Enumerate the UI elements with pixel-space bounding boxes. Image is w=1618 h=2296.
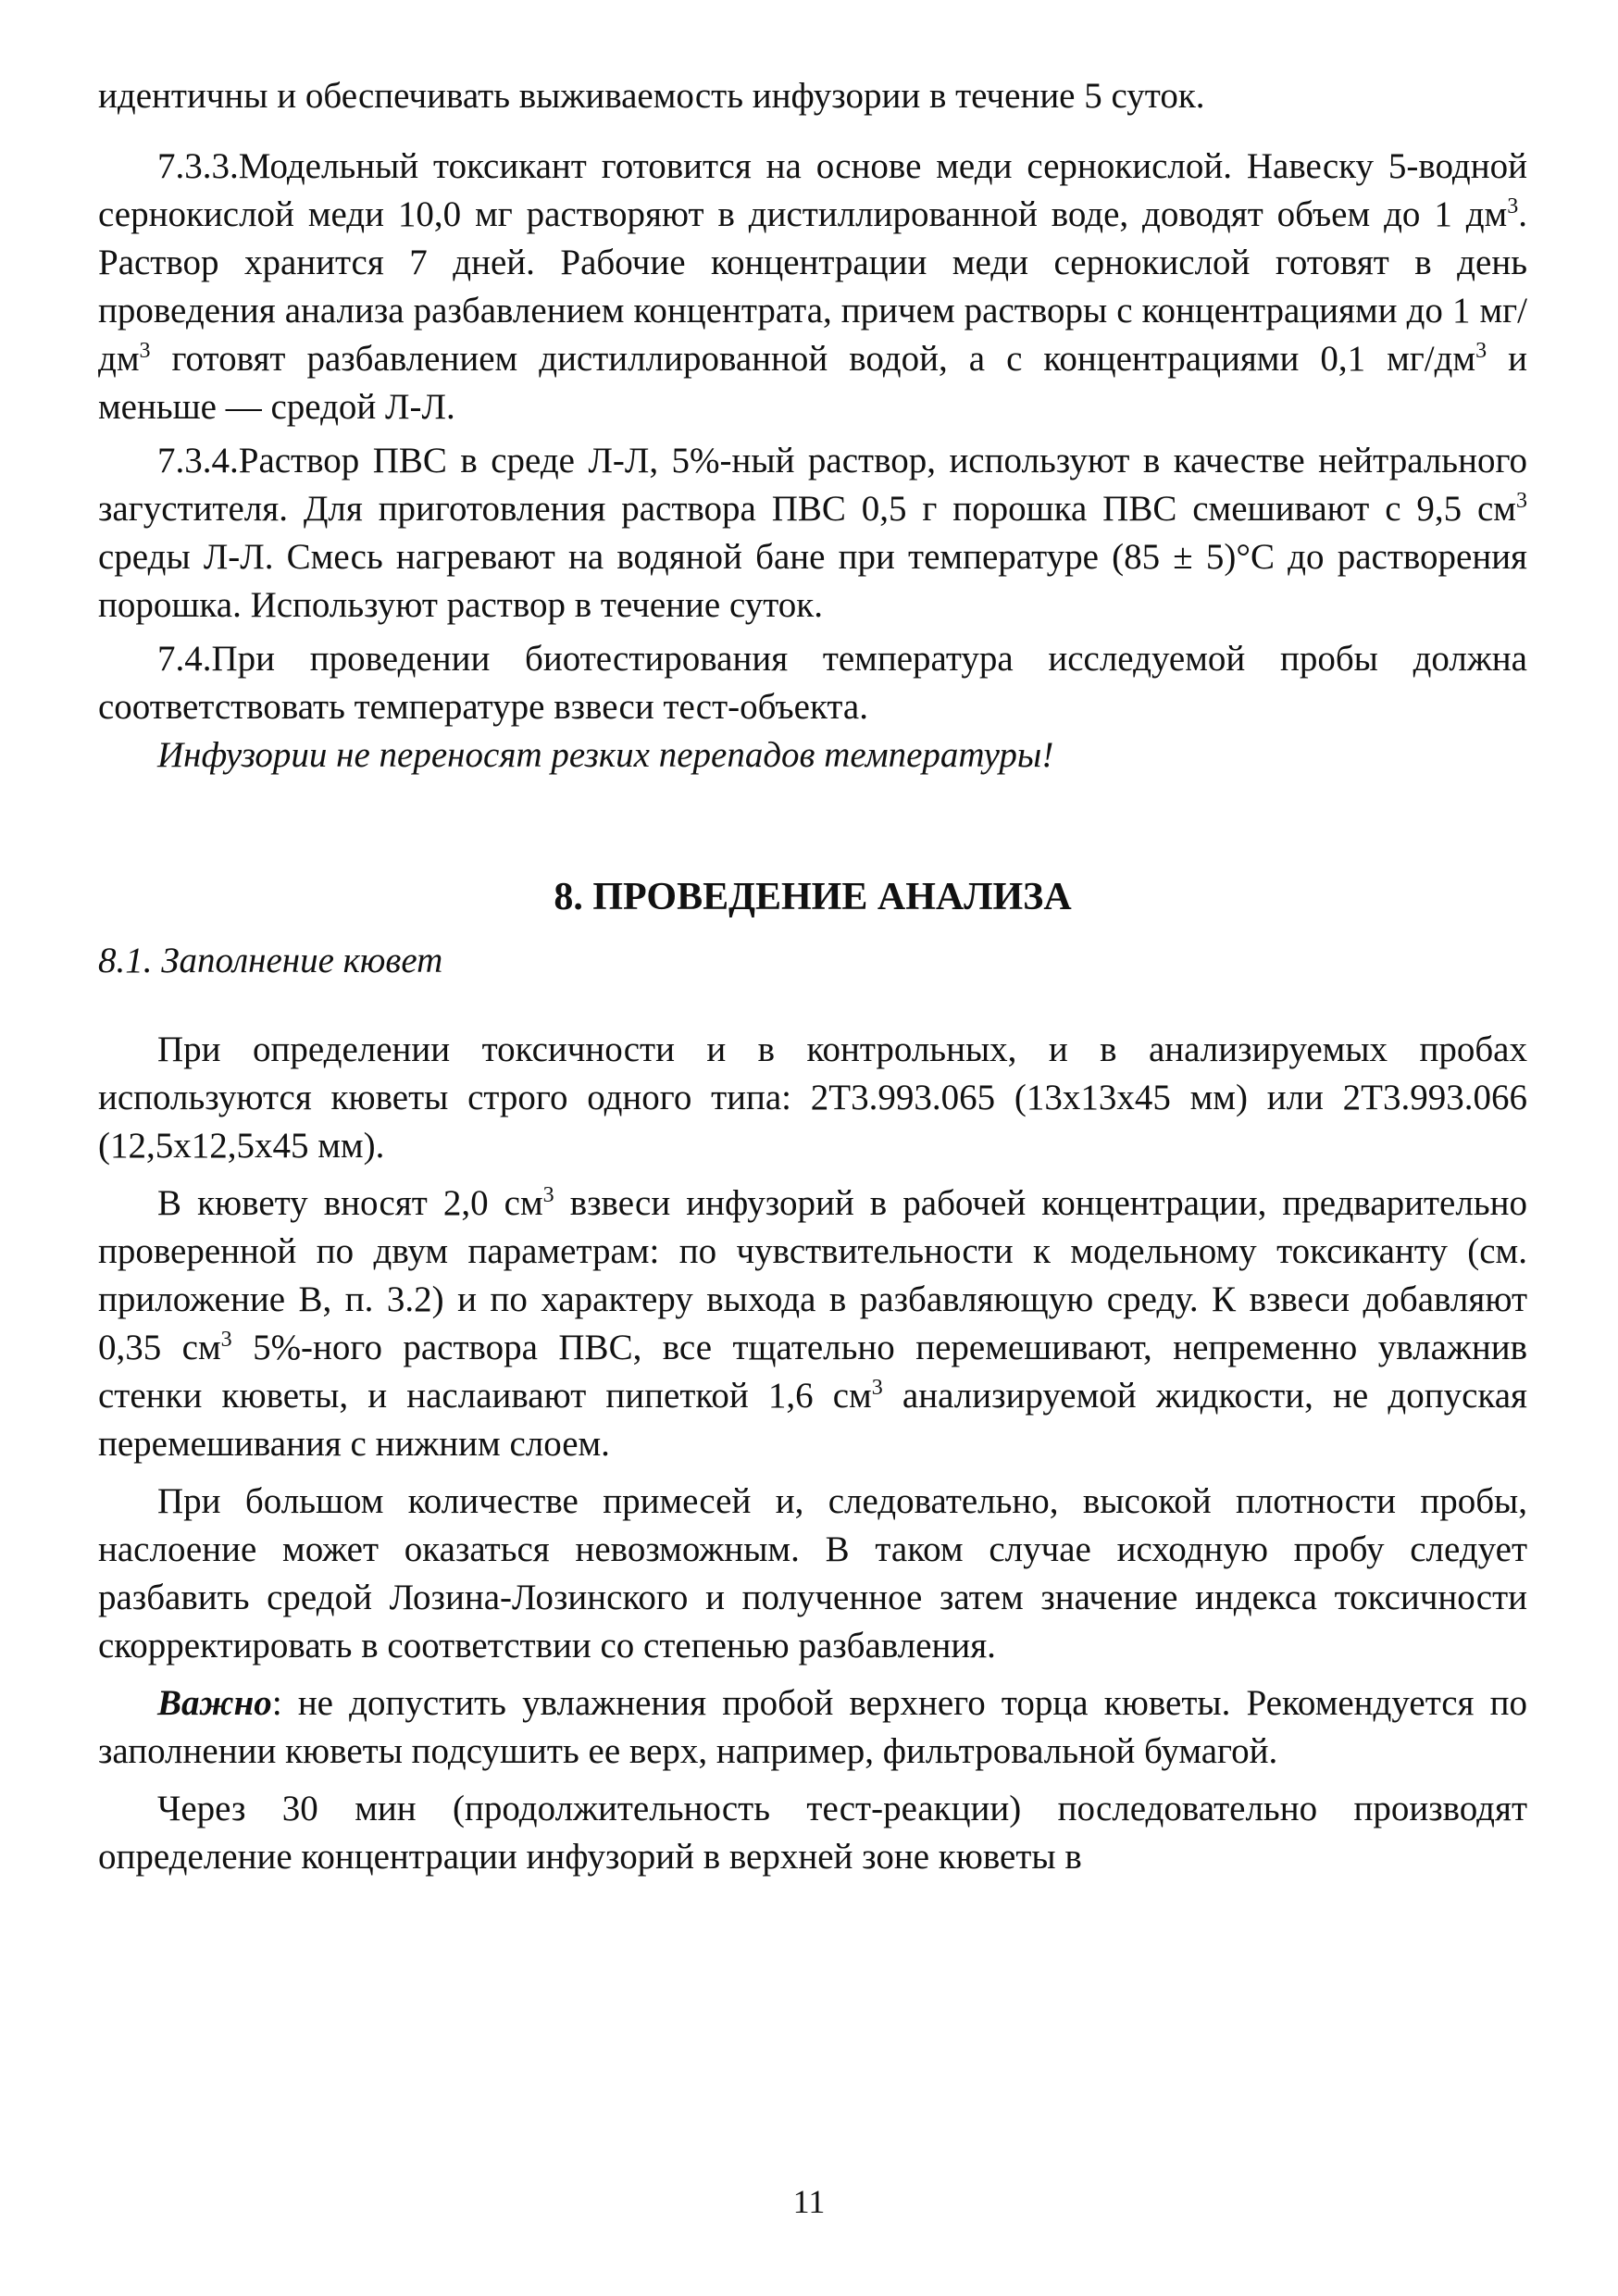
superscript: 3 bbox=[1516, 489, 1527, 513]
important-label: Важно bbox=[157, 1683, 272, 1723]
paragraph-7-3-3 bbox=[98, 143, 1527, 431]
superscript: 3 bbox=[220, 1328, 232, 1352]
superscript: 3 bbox=[871, 1376, 883, 1400]
text-run: 7.3.3.Модельный токсикант готовится на основе меди сернокислой. Навеску 5-водной сернокислой меди 10,0 мг растворяют в дистиллированной воде, доводят объем до 1 дм bbox=[98, 146, 1527, 234]
text-run: взвеси инфузорий в рабочей концентрации, предварительно проверенной по двум параметрам: по чувствительности к модельному токсиканту (см. приложение В, п. 3.2) и по характеру выхода в разбавляющую среду. К взвеси добавляют 0,35 см bbox=[98, 1183, 1527, 1367]
paragraph-7-4: 7.4.При проведении биотестирования температура исследуемой пробы должна соответствовать температуре взвеси тест-объекта. bbox=[98, 639, 1527, 727]
text-run: В кювету вносят 2,0 см bbox=[157, 1183, 543, 1223]
page-body bbox=[98, 72, 1527, 1881]
superscript: 3 bbox=[542, 1183, 554, 1207]
paragraph-7-4-note: Инфузории не переносят резких перепадов температуры! bbox=[157, 735, 1054, 775]
text-run: 5%-ного раствора ПВС, все тщательно перемешивают, непременно увлажнив стенки кюветы, и наслаивают пипеткой 1,6 см bbox=[98, 1328, 1527, 1416]
superscript: 3 bbox=[1475, 339, 1487, 363]
subsection-title: 8.1. Заполнение кювет bbox=[98, 941, 443, 980]
text-run: среды Л-Л. Смесь нагревают на водяной бане при температуре (85 ± 5)°С до растворения порошка. Используют раствор в течение суток. bbox=[98, 537, 1527, 625]
paragraph-intro: идентичны и обеспечивать выживаемость инфузории в течение 5 суток. bbox=[98, 76, 1205, 116]
text-run: и меньше — средой Л-Л. bbox=[98, 339, 1527, 427]
paragraph-7-3-4 bbox=[98, 437, 1527, 630]
text-run: . Раствор хранится 7 дней. Рабочие концентрации меди сернокислой готовят в день проведения анализа разбавлением концентрата, причем растворы с концентрациями до 1 мг/дм bbox=[98, 194, 1527, 379]
text-run: готовят разбавлением дистиллированной водой, а с концентрациями 0,1 мг/дм bbox=[150, 339, 1476, 379]
text-run: анализируемой жидкости, не допуская перемешивания с нижним слоем. bbox=[98, 1376, 1527, 1464]
paragraph-8-1-5: Через 30 мин (продолжительность тест-реакции) последовательно производят определение концентрации инфузорий в верхней зоне кюветы в bbox=[98, 1789, 1527, 1877]
text-run: 7.3.4.Раствор ПВС в среде Л-Л, 5%-ный раствор, используют в качестве нейтрального загустителя. Для приготовления раствора ПВС 0,5 г порошка ПВС смешивают с 9,5 см bbox=[98, 441, 1527, 529]
paragraph-8-1-2 bbox=[98, 1179, 1527, 1468]
page-number: 11 bbox=[792, 2183, 826, 2220]
paragraph-8-1-1: При определении токсичности и в контрольных, и в анализируемых пробах используются кюветы строго одного типа: 2Т3.993.065 (13x13x45 мм) или 2Т3.993.066 (12,5x12,5x45 мм). bbox=[98, 1029, 1527, 1166]
superscript: 3 bbox=[139, 339, 151, 363]
paragraph-8-1-3: При большом количестве примесей и, следовательно, высокой плотности пробы, наслоение может оказаться невозможным. В таком случае исходную пробу следует разбавить средой Лозина-Лозинского и полученное затем значение индекса токсичности скорректировать в соответствии со степенью разбавления. bbox=[98, 1481, 1527, 1666]
superscript: 3 bbox=[1507, 194, 1519, 218]
text-run: : не допустить увлажнения пробой верхнего торца кюветы. Рекомендуется по заполнении кюветы подсушить ее верх, например, фильтровальной бумагой. bbox=[98, 1683, 1527, 1771]
paragraph-8-1-4 bbox=[98, 1679, 1527, 1776]
section-heading: 8. ПРОВЕДЕНИЕ АНАЛИЗА bbox=[554, 876, 1072, 918]
